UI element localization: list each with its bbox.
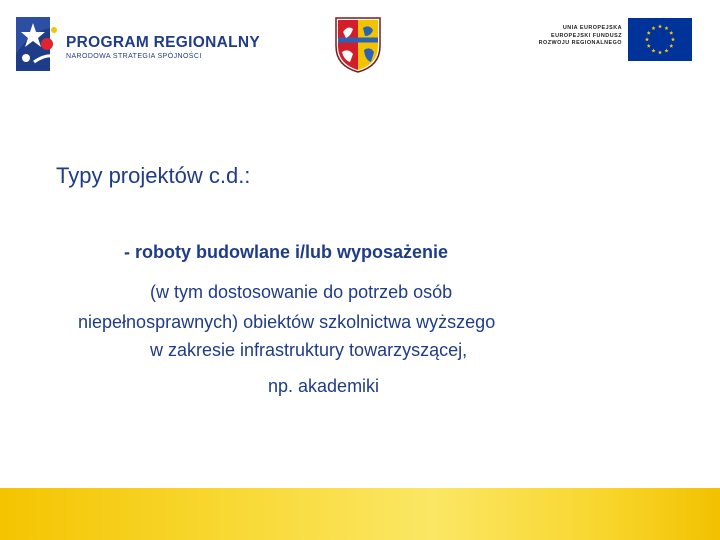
eu-label bbox=[539, 25, 622, 48]
eu-label-line-2: EUROPEJSKI FUNDUSZ bbox=[550, 32, 622, 39]
footer-band bbox=[0, 488, 720, 540]
detail-line-4: np. akademiki bbox=[268, 376, 380, 396]
detail-line-3: w zakresie infrastruktury towarzyszącej, bbox=[150, 340, 468, 360]
program-star-logo-icon bbox=[14, 14, 66, 76]
program-regionalny-logo bbox=[14, 14, 260, 76]
program-subtitle: NARODOWA STRATEGIA SPÓJNOŚCI bbox=[66, 53, 202, 60]
podkarpackie-coat-of-arms-icon bbox=[334, 16, 382, 74]
program-title: PROGRAM REGIONALNY bbox=[66, 34, 260, 51]
eu-label-line-3: ROZWOJU REGIONALNEGO bbox=[538, 40, 622, 47]
eu-flag-icon bbox=[628, 18, 692, 61]
detail-line-2: niepełnosprawnych) obiektów szkolnictwa wyższego bbox=[78, 312, 496, 332]
slide-heading: Typy projektów c.d.: bbox=[56, 163, 251, 188]
detail-line-1: (w tym dostosowanie do potrzeb osób bbox=[150, 282, 453, 302]
eu-label-line-1: UNIA EUROPEJSKA bbox=[562, 25, 622, 31]
bullet-item: - roboty budowlane i/lub wyposażenie bbox=[124, 242, 449, 262]
eu-logo bbox=[520, 18, 692, 62]
